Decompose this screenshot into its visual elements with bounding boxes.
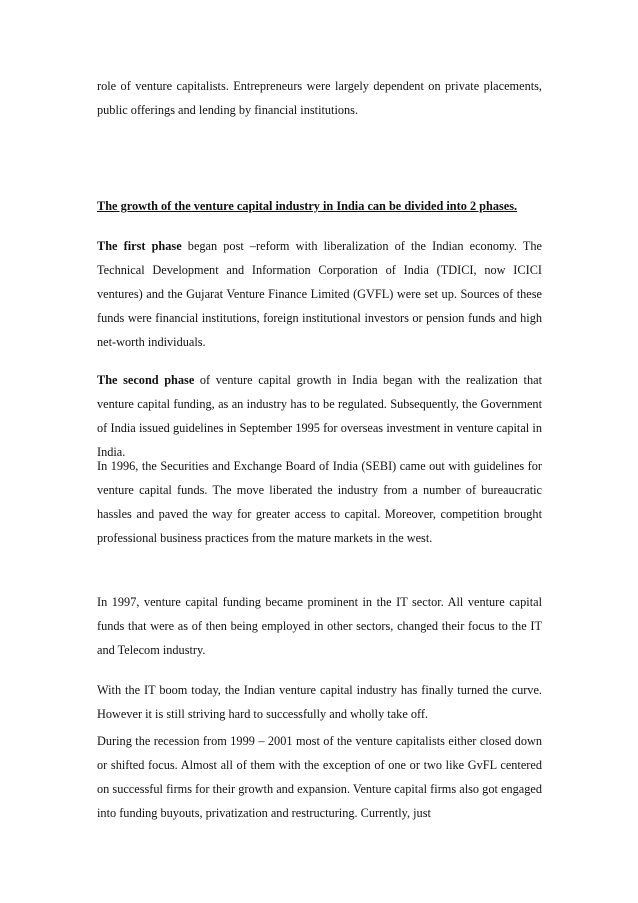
second-phase-body: of venture capital growth in India began with the realization that venture capital funding, as an industry has to be regulated. Subsequently, the Government of India issued guidelines in September 1995 for overseas investment in venture capital in India.: [97, 373, 542, 459]
paragraph-it-boom-text: With the IT boom today, the Indian venture capital industry has finally turned the curve. However it is still striving hard to successfully and wholly take off.: [97, 683, 542, 721]
paragraph-second-phase-text: [97, 368, 542, 464]
second-phase-lead: The second phase: [97, 373, 195, 387]
first-phase-body: began post –reform with liberalization of the Indian economy. The Technical Development and Information Corporation of India (TDICI, now ICICI ventures) and the Gujarat Venture Finance Limited (GVFL) were set up. Sources of these funds were financial institutions, foreign institutional investors or pension funds and high net-worth individuals.: [97, 239, 542, 349]
paragraph-intro: [97, 74, 542, 122]
paragraph-second-phase: [97, 368, 542, 464]
paragraph-first-phase-text: [97, 234, 542, 354]
paragraph-first-phase: [97, 234, 542, 354]
paragraph-1996: [97, 454, 542, 550]
paragraph-1997-text: In 1997, venture capital funding became prominent in the IT sector. All venture capital funds that were as of then being employed in other sectors, changed their focus to the IT and Telecom industry.: [97, 595, 542, 657]
section-heading: The growth of the venture capital industry in India can be divided into 2 phases.: [97, 199, 518, 213]
paragraph-recession: [97, 729, 542, 825]
first-phase-lead: The first phase: [97, 239, 182, 253]
paragraph-recession-text: During the recession from 1999 – 2001 most of the venture capitalists either closed down or shifted focus. Almost all of them with the exception of one or two like GvFL centered on successful firms for their growth and expansion. Venture capital firms also got engaged into funding buyouts, privatization and restructuring. Currently, just: [97, 734, 542, 820]
paragraph-1997: [97, 590, 542, 662]
paragraph-1996-text: In 1996, the Securities and Exchange Board of India (SEBI) came out with guidelines for venture capital funds. The move liberated the industry from a number of bureaucratic hassles and paved the way for greater access to capital. Moreover, competition brought professional business practices from the mature markets in the west.: [97, 459, 542, 545]
paragraph-intro-text: role of venture capitalists. Entrepreneurs were largely dependent on private placements, public offerings and lending by financial institutions.: [97, 79, 542, 117]
paragraph-it-boom: [97, 678, 542, 726]
